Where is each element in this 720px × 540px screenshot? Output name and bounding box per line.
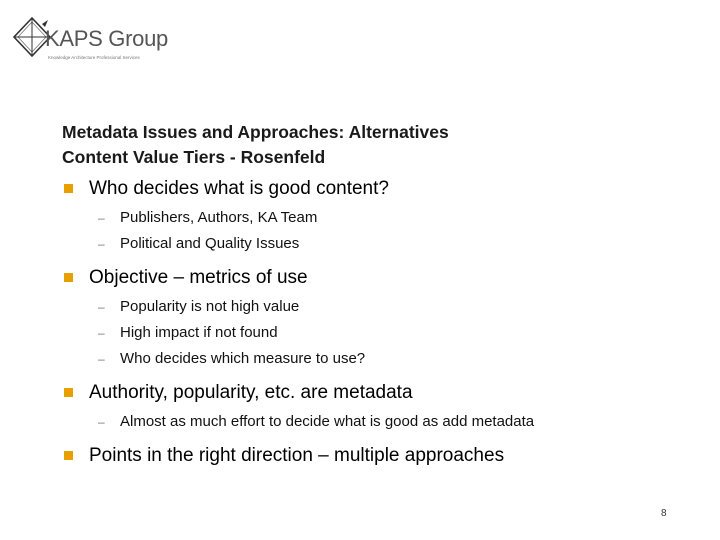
sub-bullet-list — [62, 205, 702, 257]
sub-bullet-text: Publishers, Authors, KA Team — [120, 209, 318, 226]
sub-bullet-item — [62, 346, 702, 372]
sub-bullet-item — [62, 409, 702, 435]
square-bullet-icon — [64, 273, 73, 282]
square-bullet-icon — [64, 388, 73, 397]
bullet-text: Who decides what is good content? — [89, 178, 389, 199]
dash-bullet-icon: – — [98, 415, 105, 429]
kaps-group-logo — [12, 16, 168, 62]
bullet-item — [62, 380, 702, 406]
bullet-item — [62, 176, 702, 202]
bullet-text: Objective – metrics of use — [89, 267, 308, 288]
dash-bullet-icon: – — [98, 237, 105, 251]
sub-bullet-item — [62, 205, 702, 231]
slide-title-line-1: Metadata Issues and Approaches: Alternatives — [62, 122, 449, 142]
sub-bullet-text: High impact if not found — [120, 324, 278, 341]
square-bullet-icon — [64, 184, 73, 193]
bullet-text: Authority, popularity, etc. are metadata — [89, 382, 413, 403]
sub-bullet-text: Who decides which measure to use? — [120, 350, 366, 367]
slide-title-line-2: Content Value Tiers - Rosenfeld — [62, 147, 326, 167]
sub-bullet-text: Popularity is not high value — [120, 298, 300, 315]
sub-bullet-list — [62, 294, 702, 372]
bullet-list — [62, 176, 702, 469]
dash-bullet-icon: – — [98, 211, 105, 225]
logo-name: KAPS Group — [45, 26, 168, 51]
dash-bullet-icon: – — [98, 352, 105, 366]
square-bullet-icon — [64, 451, 73, 460]
bullet-item — [62, 265, 702, 291]
dash-bullet-icon: – — [98, 300, 105, 314]
bullet-item — [62, 443, 702, 469]
sub-bullet-item — [62, 231, 702, 257]
dash-bullet-icon: – — [98, 326, 105, 340]
sub-bullet-item — [62, 294, 702, 320]
page-number: 8 — [661, 508, 667, 519]
slide-title — [62, 120, 682, 170]
bullet-text: Points in the right direction – multiple approaches — [89, 445, 505, 466]
sub-bullet-text: Almost as much effort to decide what is good as add metadata — [120, 413, 535, 430]
sub-bullet-text: Political and Quality Issues — [120, 235, 300, 252]
sub-bullet-item — [62, 320, 702, 346]
sub-bullet-list — [62, 409, 702, 435]
logo-tagline: Knowledge Architecture Professional Services — [48, 55, 140, 60]
